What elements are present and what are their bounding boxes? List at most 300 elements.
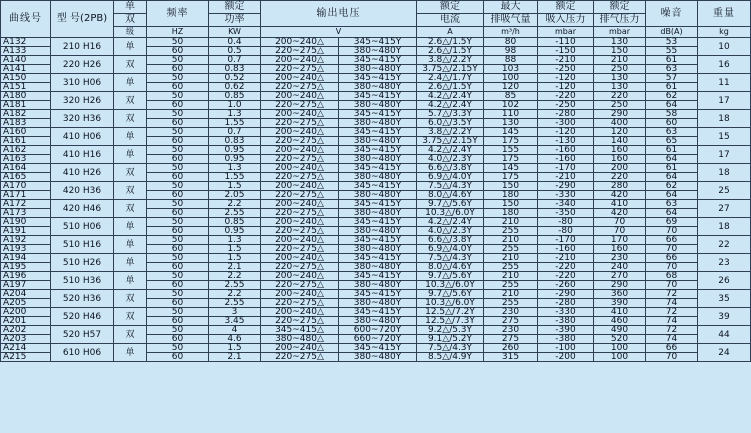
flow-cell: 255: [484, 263, 538, 272]
frequency-cell: 60: [147, 191, 209, 200]
header-vacuum-rated: 额定: [538, 1, 594, 14]
pressure-cell: 220: [594, 92, 646, 101]
flow-cell: 275: [484, 335, 538, 344]
power-cell: 1.5: [209, 344, 261, 353]
curve-cell: A203: [1, 335, 51, 344]
noise-cell: 64: [646, 101, 698, 110]
voltage-delta-cell: 220~275△: [261, 191, 339, 200]
frequency-cell: 50: [147, 236, 209, 245]
stage-cell: 单: [114, 218, 147, 236]
noise-cell: 58: [646, 110, 698, 119]
voltage-star-cell: 345~415Y: [339, 128, 417, 137]
vacuum-cell: -340: [538, 200, 594, 209]
pressure-cell: 130: [594, 74, 646, 83]
flow-cell: 155: [484, 146, 538, 155]
power-cell: 2.2: [209, 290, 261, 299]
voltage-delta-cell: 380~480△: [261, 335, 339, 344]
frequency-cell: 50: [147, 290, 209, 299]
frequency-cell: 50: [147, 110, 209, 119]
flow-cell: 102: [484, 101, 538, 110]
curve-cell: A151: [1, 83, 51, 92]
voltage-star-cell: 380~480Y: [339, 101, 417, 110]
voltage-star-cell: 380~480Y: [339, 173, 417, 182]
flow-cell: 145: [484, 128, 538, 137]
voltage-delta-cell: 220~275△: [261, 209, 339, 218]
current-cell: 12.5△/7.3Y: [417, 317, 484, 326]
current-cell: 6.0△/3.5Y: [417, 119, 484, 128]
weight-cell: 25: [698, 182, 751, 200]
current-cell: 10.3△/6.0Y: [417, 281, 484, 290]
voltage-star-cell: 345~415Y: [339, 38, 417, 47]
frequency-cell: 50: [147, 254, 209, 263]
weight-cell: 26: [698, 272, 751, 290]
voltage-delta-cell: 200~240△: [261, 344, 339, 353]
voltage-delta-cell: 220~275△: [261, 65, 339, 74]
header-current: 电流: [417, 14, 484, 27]
noise-cell: 70: [646, 353, 698, 362]
header-stage-single: 单: [114, 1, 147, 14]
current-cell: 8.5△/4.9Y: [417, 353, 484, 362]
pressure-cell: 100: [594, 344, 646, 353]
current-cell: 2.6△/1.5Y: [417, 38, 484, 47]
frequency-cell: 60: [147, 353, 209, 362]
header-stage-double: 双: [114, 14, 147, 27]
current-cell: 9.7△/5.6Y: [417, 290, 484, 299]
vacuum-cell: -210: [538, 56, 594, 65]
power-cell: 2.2: [209, 200, 261, 209]
power-cell: 1.0: [209, 101, 261, 110]
curve-cell: A193: [1, 245, 51, 254]
header-power-rated: 额定: [209, 1, 261, 14]
voltage-star-cell: 380~480Y: [339, 47, 417, 56]
vacuum-cell: -220: [538, 263, 594, 272]
pressure-cell: 400: [594, 119, 646, 128]
weight-cell: 35: [698, 290, 751, 308]
current-cell: 6.9△/4.0Y: [417, 173, 484, 182]
noise-cell: 64: [646, 155, 698, 164]
header-weight: 重量: [698, 1, 751, 27]
noise-cell: 61: [646, 83, 698, 92]
pressure-cell: 170: [594, 236, 646, 245]
curve-cell: A200: [1, 308, 51, 317]
voltage-star-cell: 345~415Y: [339, 290, 417, 299]
power-cell: 2.55: [209, 281, 261, 290]
frequency-cell: 60: [147, 47, 209, 56]
voltage-delta-cell: 200~240△: [261, 308, 339, 317]
current-cell: 10.3△/6.0Y: [417, 209, 484, 218]
weight-cell: 17: [698, 146, 751, 164]
pressure-cell: 160: [594, 155, 646, 164]
vacuum-cell: -380: [538, 335, 594, 344]
voltage-delta-cell: 220~275△: [261, 227, 339, 236]
weight-cell: 18: [698, 164, 751, 182]
pressure-cell: 160: [594, 245, 646, 254]
curve-cell: A164: [1, 164, 51, 173]
power-cell: 1.5: [209, 254, 261, 263]
curve-cell: A197: [1, 281, 51, 290]
flow-cell: 175: [484, 155, 538, 164]
power-cell: 3.45: [209, 317, 261, 326]
noise-cell: 62: [646, 92, 698, 101]
flow-cell: 180: [484, 209, 538, 218]
voltage-delta-cell: 200~240△: [261, 56, 339, 65]
power-cell: 1.3: [209, 110, 261, 119]
model-cell: 310 H06: [51, 74, 114, 92]
pressure-cell: 360: [594, 290, 646, 299]
header-power: 功率: [209, 14, 261, 27]
flow-cell: 260: [484, 344, 538, 353]
voltage-delta-cell: 220~275△: [261, 299, 339, 308]
weight-cell: 11: [698, 74, 751, 92]
voltage-star-cell: 345~415Y: [339, 200, 417, 209]
curve-cell: A172: [1, 200, 51, 209]
voltage-star-cell: 345~415Y: [339, 344, 417, 353]
power-cell: 2.1: [209, 263, 261, 272]
voltage-delta-cell: 220~275△: [261, 317, 339, 326]
flow-cell: 255: [484, 281, 538, 290]
pressure-cell: 70: [594, 218, 646, 227]
curve-cell: A141: [1, 65, 51, 74]
noise-cell: 72: [646, 326, 698, 335]
frequency-cell: 50: [147, 128, 209, 137]
flow-cell: 150: [484, 182, 538, 191]
curve-cell: A194: [1, 254, 51, 263]
noise-cell: 65: [646, 137, 698, 146]
voltage-delta-cell: 200~240△: [261, 38, 339, 47]
flow-cell: 255: [484, 245, 538, 254]
frequency-cell: 50: [147, 56, 209, 65]
vacuum-cell: -280: [538, 299, 594, 308]
voltage-star-cell: 380~480Y: [339, 245, 417, 254]
stage-cell: 单: [114, 146, 147, 164]
model-cell: 210 H16: [51, 38, 114, 56]
pressure-cell: 460: [594, 317, 646, 326]
voltage-star-cell: 380~480Y: [339, 119, 417, 128]
power-cell: 0.95: [209, 146, 261, 155]
power-cell: 0.52: [209, 74, 261, 83]
current-cell: 4.0△/2.3Y: [417, 227, 484, 236]
weight-cell: 10: [698, 38, 751, 56]
voltage-star-cell: 345~415Y: [339, 236, 417, 245]
power-cell: 1.3: [209, 236, 261, 245]
model-cell: 410 H16: [51, 146, 114, 164]
header-stage-level: 级: [114, 27, 147, 38]
flow-cell: 110: [484, 110, 538, 119]
voltage-star-cell: 345~415Y: [339, 272, 417, 281]
frequency-cell: 60: [147, 209, 209, 218]
pressure-cell: 250: [594, 101, 646, 110]
voltage-star-cell: 600~720Y: [339, 326, 417, 335]
voltage-delta-cell: 200~240△: [261, 164, 339, 173]
vacuum-cell: -350: [538, 209, 594, 218]
power-cell: 4: [209, 326, 261, 335]
flow-cell: 210: [484, 254, 538, 263]
weight-cell: 17: [698, 92, 751, 110]
power-cell: 1.5: [209, 245, 261, 254]
stage-cell: 双: [114, 290, 147, 308]
pressure-cell: 100: [594, 353, 646, 362]
weight-cell: 16: [698, 56, 751, 74]
pressure-cell: 200: [594, 164, 646, 173]
vacuum-cell: -330: [538, 308, 594, 317]
header-pressure-rated: 额定: [594, 1, 646, 14]
stage-cell: 单: [114, 74, 147, 92]
flow-cell: 120: [484, 83, 538, 92]
pressure-cell: 240: [594, 263, 646, 272]
vacuum-cell: -160: [538, 155, 594, 164]
power-cell: 2.55: [209, 209, 261, 218]
stage-cell: 双: [114, 164, 147, 182]
voltage-delta-cell: 200~240△: [261, 236, 339, 245]
model-cell: 520 H57: [51, 326, 114, 344]
flow-cell: 80: [484, 38, 538, 47]
noise-cell: 74: [646, 335, 698, 344]
voltage-delta-cell: 345~415△: [261, 326, 339, 335]
current-cell: 8.0△/4.6Y: [417, 263, 484, 272]
power-cell: 1.5: [209, 182, 261, 191]
voltage-star-cell: 345~415Y: [339, 56, 417, 65]
frequency-cell: 60: [147, 299, 209, 308]
vacuum-cell: -110: [538, 38, 594, 47]
weight-cell: 18: [698, 218, 751, 236]
vacuum-cell: -380: [538, 317, 594, 326]
power-cell: 3: [209, 308, 261, 317]
current-cell: 9.2△/5.3Y: [417, 326, 484, 335]
header-frequency: 频率: [147, 1, 209, 27]
frequency-cell: 60: [147, 245, 209, 254]
current-cell: 3.75△/2.15Y: [417, 65, 484, 74]
unit-weight: kg: [698, 27, 751, 38]
flow-cell: 210: [484, 218, 538, 227]
header-flow: 排吸气量: [484, 14, 538, 27]
flow-cell: 275: [484, 317, 538, 326]
frequency-cell: 50: [147, 218, 209, 227]
voltage-delta-cell: 220~275△: [261, 137, 339, 146]
noise-cell: 72: [646, 308, 698, 317]
noise-cell: 64: [646, 209, 698, 218]
flow-cell: 315: [484, 353, 538, 362]
voltage-delta-cell: 220~275△: [261, 83, 339, 92]
vacuum-cell: -280: [538, 110, 594, 119]
power-cell: 0.95: [209, 155, 261, 164]
voltage-delta-cell: 220~275△: [261, 353, 339, 362]
power-cell: 0.85: [209, 218, 261, 227]
pressure-cell: 420: [594, 191, 646, 200]
vacuum-cell: -290: [538, 182, 594, 191]
frequency-cell: 60: [147, 155, 209, 164]
stage-cell: 双: [114, 110, 147, 128]
power-cell: 1.55: [209, 119, 261, 128]
power-cell: 1.55: [209, 173, 261, 182]
vacuum-cell: -390: [538, 326, 594, 335]
unit-noise: dB(A): [646, 27, 698, 38]
voltage-star-cell: 345~415Y: [339, 164, 417, 173]
pressure-cell: 270: [594, 272, 646, 281]
flow-cell: 150: [484, 200, 538, 209]
flow-cell: 210: [484, 236, 538, 245]
noise-cell: 70: [646, 263, 698, 272]
vacuum-cell: -80: [538, 227, 594, 236]
current-cell: 6.9△/4.0Y: [417, 245, 484, 254]
frequency-cell: 50: [147, 326, 209, 335]
pressure-cell: 230: [594, 254, 646, 263]
current-cell: 9.1△/5.2Y: [417, 335, 484, 344]
current-cell: 12.5△/7.2Y: [417, 308, 484, 317]
current-cell: 5.7△/3.3Y: [417, 110, 484, 119]
voltage-star-cell: 660~720Y: [339, 335, 417, 344]
flow-cell: 100: [484, 74, 538, 83]
stage-cell: 双: [114, 308, 147, 326]
pressure-cell: 420: [594, 209, 646, 218]
current-cell: 6.6△/3.8Y: [417, 236, 484, 245]
frequency-cell: 60: [147, 119, 209, 128]
voltage-star-cell: 380~480Y: [339, 83, 417, 92]
curve-cell: A183: [1, 119, 51, 128]
voltage-star-cell: 380~480Y: [339, 227, 417, 236]
voltage-star-cell: 380~480Y: [339, 263, 417, 272]
voltage-delta-cell: 220~275△: [261, 263, 339, 272]
power-cell: 0.85: [209, 92, 261, 101]
model-cell: 510 H36: [51, 272, 114, 290]
model-cell: 410 H26: [51, 164, 114, 182]
flow-cell: 88: [484, 56, 538, 65]
curve-cell: A180: [1, 92, 51, 101]
header-model: 型 号(2PB): [51, 1, 114, 38]
frequency-cell: 60: [147, 263, 209, 272]
noise-cell: 64: [646, 191, 698, 200]
curve-cell: A181: [1, 101, 51, 110]
stage-cell: 单: [114, 128, 147, 146]
flow-cell: 98: [484, 47, 538, 56]
current-cell: 4.2△/2.4Y: [417, 101, 484, 110]
current-cell: 3.75△/2.15Y: [417, 137, 484, 146]
unit-vacuum: mbar: [538, 27, 594, 38]
vacuum-cell: -120: [538, 128, 594, 137]
voltage-delta-cell: 200~240△: [261, 200, 339, 209]
voltage-star-cell: 380~480Y: [339, 209, 417, 218]
power-cell: 0.95: [209, 227, 261, 236]
voltage-star-cell: 345~415Y: [339, 218, 417, 227]
curve-cell: A215: [1, 353, 51, 362]
vacuum-cell: -100: [538, 344, 594, 353]
voltage-delta-cell: 220~275△: [261, 101, 339, 110]
power-cell: 0.4: [209, 38, 261, 47]
current-cell: 8.0△/4.6Y: [417, 191, 484, 200]
frequency-cell: 50: [147, 38, 209, 47]
curve-cell: A205: [1, 299, 51, 308]
frequency-cell: 50: [147, 200, 209, 209]
pressure-cell: 490: [594, 326, 646, 335]
noise-cell: 74: [646, 317, 698, 326]
current-cell: 7.5△/4.3Y: [417, 182, 484, 191]
current-cell: 7.5△/4.3Y: [417, 254, 484, 263]
current-cell: 7.5△/4.3Y: [417, 344, 484, 353]
noise-cell: 61: [646, 56, 698, 65]
model-cell: 320 H26: [51, 92, 114, 110]
flow-cell: 210: [484, 290, 538, 299]
current-cell: 4.2△/2.4Y: [417, 146, 484, 155]
voltage-star-cell: 345~415Y: [339, 182, 417, 191]
voltage-delta-cell: 220~275△: [261, 119, 339, 128]
frequency-cell: 60: [147, 101, 209, 110]
noise-cell: 70: [646, 227, 698, 236]
power-cell: 2.55: [209, 299, 261, 308]
curve-cell: A132: [1, 38, 51, 47]
curve-cell: A196: [1, 272, 51, 281]
voltage-star-cell: 380~480Y: [339, 353, 417, 362]
pressure-cell: 160: [594, 146, 646, 155]
stage-cell: 单: [114, 272, 147, 290]
power-cell: 1.3: [209, 164, 261, 173]
flow-cell: 130: [484, 119, 538, 128]
voltage-star-cell: 345~415Y: [339, 110, 417, 119]
current-cell: 9.7△/5.6Y: [417, 200, 484, 209]
power-cell: 0.83: [209, 65, 261, 74]
power-cell: 0.62: [209, 83, 261, 92]
weight-cell: 24: [698, 344, 751, 362]
frequency-cell: 60: [147, 281, 209, 290]
voltage-star-cell: 345~415Y: [339, 92, 417, 101]
curve-cell: A202: [1, 326, 51, 335]
current-cell: 6.6△/3.8Y: [417, 164, 484, 173]
vacuum-cell: -170: [538, 236, 594, 245]
noise-cell: 69: [646, 218, 698, 227]
curve-cell: A191: [1, 227, 51, 236]
frequency-cell: 50: [147, 146, 209, 155]
frequency-cell: 60: [147, 173, 209, 182]
flow-cell: 103: [484, 65, 538, 74]
voltage-delta-cell: 200~240△: [261, 110, 339, 119]
pressure-cell: 150: [594, 47, 646, 56]
unit-pressure: mbar: [594, 27, 646, 38]
curve-cell: A182: [1, 110, 51, 119]
power-cell: 0.7: [209, 56, 261, 65]
pressure-cell: 220: [594, 173, 646, 182]
current-cell: 4.0△/2.3Y: [417, 155, 484, 164]
voltage-star-cell: 380~480Y: [339, 281, 417, 290]
frequency-cell: 50: [147, 74, 209, 83]
noise-cell: 74: [646, 299, 698, 308]
unit-current: A: [417, 27, 484, 38]
current-cell: 4.2△/2.4Y: [417, 92, 484, 101]
voltage-star-cell: 380~480Y: [339, 317, 417, 326]
voltage-delta-cell: 200~240△: [261, 146, 339, 155]
header-voltage: 输出电压: [261, 1, 417, 27]
unit-frequency: HZ: [147, 27, 209, 38]
model-cell: 510 H06: [51, 218, 114, 236]
stage-cell: 单: [114, 254, 147, 272]
model-cell: 320 H36: [51, 110, 114, 128]
pressure-cell: 280: [594, 182, 646, 191]
vacuum-cell: -120: [538, 74, 594, 83]
curve-cell: A133: [1, 47, 51, 56]
vacuum-cell: -120: [538, 83, 594, 92]
flow-cell: 180: [484, 191, 538, 200]
header-pressure: 排气压力: [594, 14, 646, 27]
voltage-delta-cell: 200~240△: [261, 74, 339, 83]
current-cell: 2.6△/1.5Y: [417, 83, 484, 92]
power-cell: 0.5: [209, 47, 261, 56]
current-cell: 4.2△/2.4Y: [417, 218, 484, 227]
pressure-cell: 120: [594, 128, 646, 137]
flow-cell: 175: [484, 137, 538, 146]
model-cell: 410 H06: [51, 128, 114, 146]
weight-cell: 15: [698, 128, 751, 146]
noise-cell: 66: [646, 344, 698, 353]
vacuum-cell: -220: [538, 272, 594, 281]
noise-cell: 64: [646, 173, 698, 182]
vacuum-cell: -200: [538, 353, 594, 362]
